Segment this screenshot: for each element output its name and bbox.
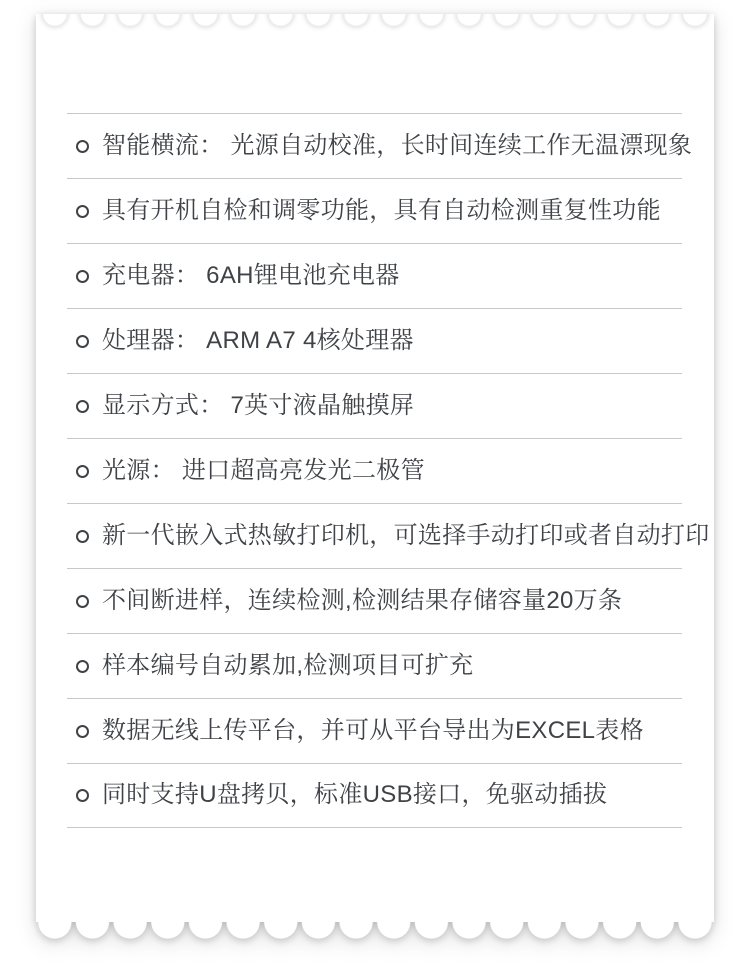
circle-bullet-icon <box>76 725 89 738</box>
circle-bullet-icon <box>76 530 89 543</box>
circle-bullet-icon <box>76 335 89 348</box>
spec-text: 智能横流： 光源自动校准，长时间连续工作无温漂现象 <box>102 131 693 159</box>
spec-text: 处理器： ARM A7 4核处理器 <box>102 326 414 354</box>
list-item <box>67 243 682 308</box>
circle-bullet-icon <box>76 270 89 283</box>
circle-bullet-icon <box>76 660 89 673</box>
circle-bullet-icon <box>76 400 89 413</box>
circle-bullet-icon <box>76 465 89 478</box>
spec-text: 不间断进样，连续检测,检测结果存储容量20万条 <box>102 586 623 614</box>
spec-text: 光源： 进口超高亮发光二极管 <box>102 456 425 484</box>
list-item <box>67 503 710 568</box>
list-item <box>67 113 693 178</box>
spec-text: 新一代嵌入式热敏打印机，可选择手动打印或者自动打印 <box>102 521 710 549</box>
circle-bullet-icon <box>76 789 89 802</box>
list-item <box>67 568 682 633</box>
spec-text: 充电器： 6AH锂电池充电器 <box>102 261 400 289</box>
list-item <box>67 178 682 243</box>
spec-text: 具有开机自检和调零功能，具有自动检测重复性功能 <box>102 196 661 224</box>
scalloped-top-edge <box>36 14 714 31</box>
list-item <box>67 373 682 438</box>
list-item <box>67 438 682 503</box>
spec-text: 样本编号自动累加,检测项目可扩充 <box>102 651 474 679</box>
spec-card-body <box>36 31 714 922</box>
circle-bullet-icon <box>76 140 89 153</box>
list-item <box>67 633 682 698</box>
spec-text: 数据无线上传平台，并可从平台导出为EXCEL表格 <box>102 716 644 744</box>
list-item <box>67 308 682 373</box>
scalloped-bottom-edge <box>36 922 714 939</box>
circle-bullet-icon <box>76 595 89 608</box>
list-item <box>67 763 682 828</box>
spec-list <box>67 113 710 828</box>
spec-text: 同时支持U盘拷贝，标准USB接口，免驱动插拔 <box>102 781 608 809</box>
list-item <box>67 698 682 763</box>
spec-text: 显示方式： 7英寸液晶触摸屏 <box>102 391 415 419</box>
circle-bullet-icon <box>76 205 89 218</box>
spec-card <box>36 14 714 939</box>
